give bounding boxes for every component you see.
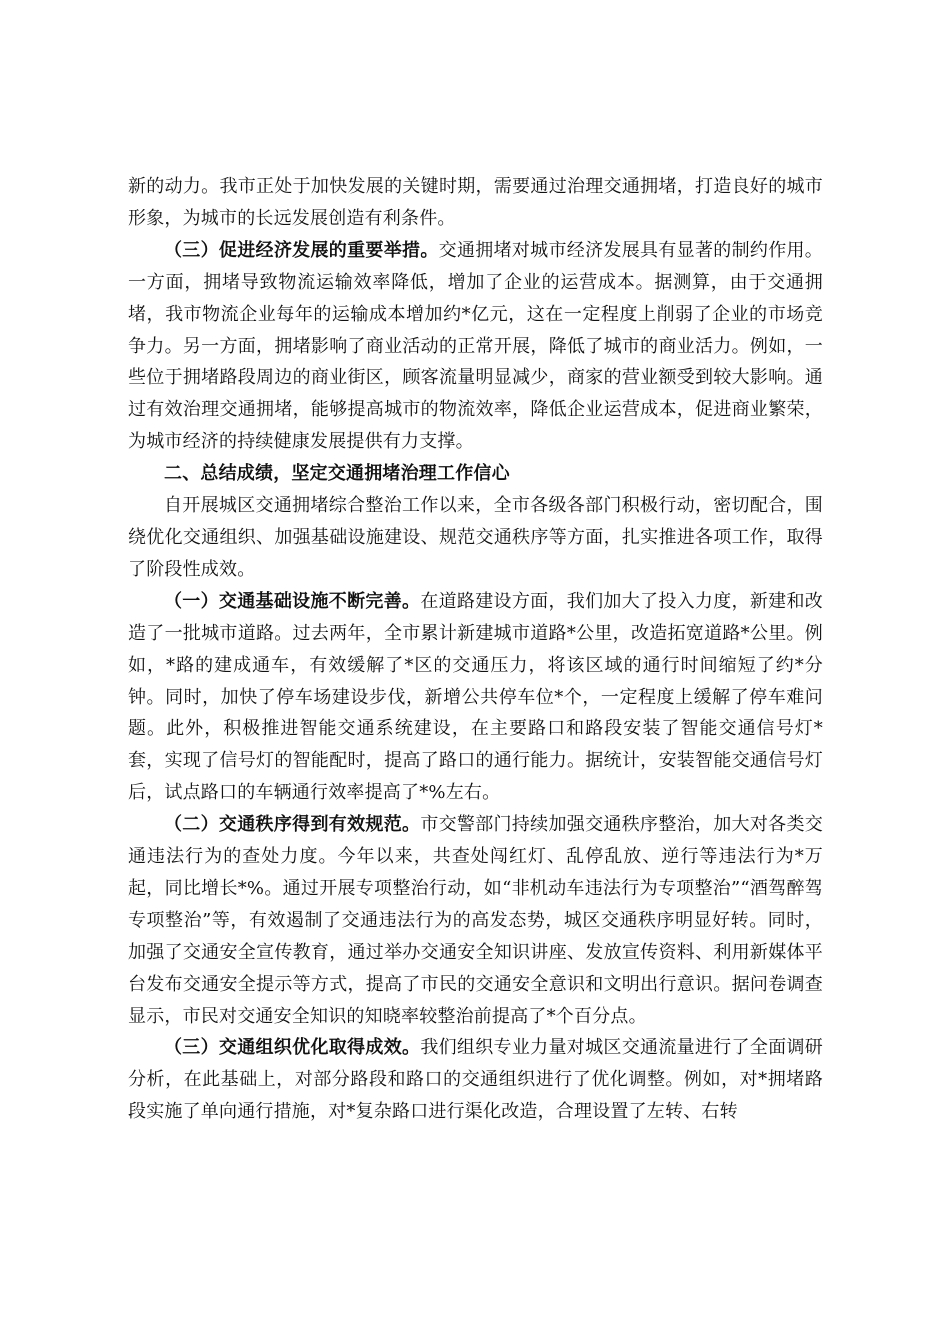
paragraph-infrastructure — [128, 586, 823, 809]
paragraph-continuation — [128, 171, 823, 235]
paragraph-intro — [128, 490, 823, 586]
paragraph-economic-development — [128, 235, 823, 458]
subsection-lead: （一）交通基础设施不断完善。 — [164, 590, 421, 612]
document-body — [128, 171, 823, 1128]
paragraph-text: 市交警部门持续加强交通秩序整治，加大对各类交通违法行为的查处力度。今年以来，共查处闯红灯、乱停乱放、逆行等违法行为*万起，同比增长*%。通过开展专项整治行动，如“非机动车违法行为专项整治”“酒驾醉驾专项整治”等，有效遏制了交通违法行为的高发态势，城区交通秩序明显好转。同时，加强了交通安全宣传教育，通过举办交通安全知识讲座、发放宣传资料、利用新媒体平台发布交通安全提示等方式，提高了市民的交通安全意识和文明出行意识。据问卷调查显示，市民对交通安全知识的知晓率较整治前提高了*个百分点。 — [128, 814, 823, 1027]
paragraph-text: 在道路建设方面，我们加大了投入力度，新建和改造了一批城市道路。过去两年，全市累计新建城市道路*公里，改造拓宽道路*公里。例如，*路的建成通车，有效缓解了*区的交通压力，将该区域的通行时间缩短了约*分钟。同时，加快了停车场建设步伐，新增公共停车位*个，一定程度上缓解了停车难问题。此外，积极推进智能交通系统建设，在主要路口和路段安装了智能交通信号灯*套，实现了信号灯的智能配时，提高了路口的通行能力。据统计，安装智能交通信号灯后，试点路口的车辆通行效率提高了*%左右。 — [128, 590, 823, 804]
subsection-lead: （三）促进经济发展的重要举措。 — [164, 239, 439, 261]
paragraph-text: 自开展城区交通拥堵综合整治工作以来，全市各级各部门积极行动，密切配合，围绕优化交通组织、加强基础设施建设、规范交通秩序等方面，扎实推进各项工作，取得了阶段性成效。 — [128, 495, 823, 580]
paragraph-text: 新的动力。我市正处于加快发展的关键时期，需要通过治理交通拥堵，打造良好的城市形象，为城市的长远发展创造有利条件。 — [128, 176, 823, 229]
paragraph-traffic-organization — [128, 1032, 823, 1128]
subsection-lead: （二）交通秩序得到有效规范。 — [164, 814, 421, 836]
paragraph-traffic-order — [128, 809, 823, 1032]
subsection-lead: （三）交通组织优化取得成效。 — [164, 1037, 421, 1059]
paragraph-text: 我们组织专业力量对城区交通流量进行了全面调研分析，在此基础上，对部分路段和路口的交通组织进行了优化调整。例如，对*拥堵路段实施了单向通行措施，对*复杂路口进行渠化改造，合理设置了左转、右转 — [128, 1037, 823, 1123]
paragraph-text: 交通拥堵对城市经济发展具有显著的制约作用。一方面，拥堵导致物流运输效率降低，增加了企业的运营成本。据测算，由于交通拥堵，我市物流企业每年的运输成本增加约*亿元，这在一定程度上削弱了企业的市场竞争力。另一方面，拥堵影响了商业活动的正常开展，降低了城市的商业活力。例如，一些位于拥堵路段周边的商业街区，顾客流量明显减少，商家的营业额受到较大影响。通过有效治理交通拥堵，能够提高城市的物流效率，降低企业运营成本，促进商业繁荣，为城市经济的持续健康发展提供有力支撑。 — [128, 239, 824, 453]
section-heading: 二、总结成绩，坚定交通拥堵治理工作信心 — [164, 463, 510, 485]
